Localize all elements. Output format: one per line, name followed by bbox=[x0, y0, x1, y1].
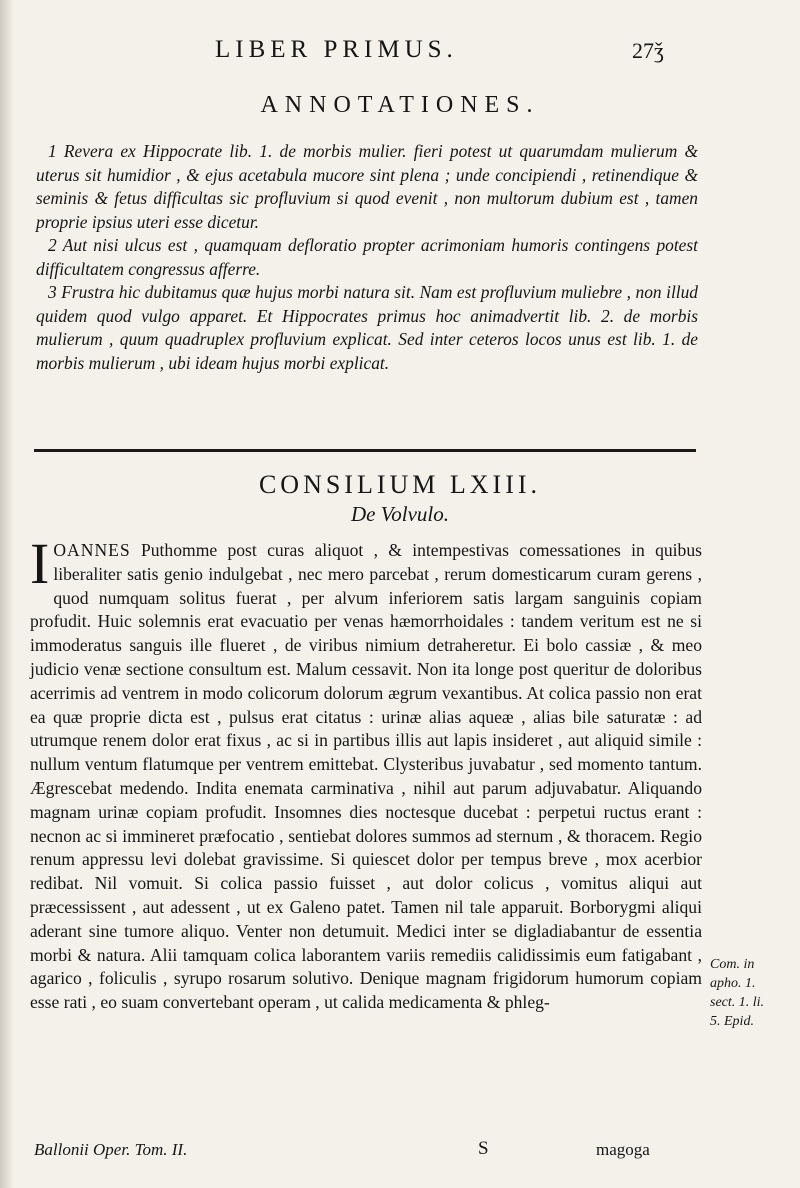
consilium-body bbox=[30, 531, 702, 1015]
annotation-note-1: 1 Revera ex Hippocrate lib. 1. de morbis mulier. fieri potest ut quarumdam mulierum & uterus sit humidior , & ejus acetabula mucore sint plena ; unde concipiendi , retinendique & seminis & fetus difficultas sic profluvium si quod evenit , non multorum dubium est , tamen proprie ipsius uteri esse dicetur. bbox=[36, 141, 698, 232]
running-title: LIBER PRIMUS. bbox=[215, 36, 458, 63]
margin-note-line: 5. Epid. bbox=[710, 1014, 754, 1029]
catchword: magoga bbox=[596, 1140, 650, 1159]
annotation-note-3: 3 Frustra hic dubitamus quæ hujus morbi natura sit. Nam est profluvium muliebre , non illud quidem quod vulgo apparet. Et Hippocrates primus hoc animadvertit lib. 2. de morbis mulierum , quum quadruplex profluvium explicat. Sed inter ceteros locos unus est lib. 1. de morbis mulierum , ubi ideam hujus morbi explicat. bbox=[36, 282, 698, 373]
section-divider bbox=[34, 449, 696, 452]
consilium-subtitle: De Volvulo. bbox=[351, 502, 449, 526]
annotation-note-2: 2 Aut nisi ulcus est , quamquam defloratio propter acrimoniam humoris contingens potest difficultatem congressus afferre. bbox=[36, 235, 698, 279]
consilium-title: CONSILIUM LXIII. bbox=[258, 470, 542, 499]
margin-note-line: apho. 1. bbox=[710, 976, 756, 991]
page-number: 27ǯ bbox=[632, 38, 664, 63]
footer-volume: Ballonii Oper. Tom. II. bbox=[34, 1140, 188, 1159]
margin-note bbox=[710, 955, 788, 1031]
annotation-notes bbox=[36, 140, 698, 375]
page-footer bbox=[0, 1136, 800, 1166]
opening-words: OANNES bbox=[53, 540, 131, 560]
margin-note-line: sect. 1. li. bbox=[710, 995, 765, 1010]
running-head bbox=[0, 32, 800, 68]
signature-mark: S bbox=[478, 1138, 489, 1159]
margin-note-line: Com. in bbox=[710, 957, 755, 972]
drop-capital: I bbox=[30, 531, 50, 596]
annotations-heading: ANNOTATIONES. bbox=[260, 92, 540, 118]
body-paragraph: Puthomme post curas aliquot , & intempestivas comessationes in quibus liberaliter satis genio indulgebat , nec mero parcebat , rerum domesticarum curam gerens , quod numquam solitus fuerat , per alvum inferiorem satis largam sanguinis copiam profudit. Huic solemnis erat evacuatio per venas hæmorrhoidales : tandem veritum est ne si immoderatus sanguis ille flueret , de viribus nimium detraheretur. Ei bolo cassiæ , & meo judicio venæ sectione consultum est. Malum cessavit. Non ita longe post queritur de doloribus acerrimis ad ventrem in modo colicorum dolorum ægrum vexantibus. At colica passio non erat ea quæ proprie dicta est , pulsus erat citatus : urinæ alias aqueæ , alias bile saturatæ : ad utrumque renem dolor erat fixus , ac si in partibus illis aut lapis insideret , aut aliquid simile : nullum ventum flatumque per ventrem emittebat. Clysteribus juvabatur , sed momento tantum. Ægrescebat medendo. Indita enemata carminativa , nihil aut parum adjuvabatur. Aliquando magnam urinæ copiam profudit. Insomnes dies noctesque ducebat : perpetui ructus erant : necnon ac si immineret præfocatio , sentiebat dolores summos ad sternum , & thoracem. Regio renum appressu levi dolebat gravissime. Si quiescet dolor per tempus breve , mox acerbior redibat. Nil vomuit. Si colica passio fuisset , aut dolor colicus , vomitus aliqui aut præcessissent , aut adessent , ut ex Galeno patet. Tamen nil tale apparuit. Borborygmi aliqui aderant sine tumore aliquo. Venter non detumuit. Medici inter se digladiabantur de essentia morbi & natura. Alii tamquam colica laborantem variis remediis calidissimis eum fatigabant , agarico , foliculis , syrupo rosarum solutivo. Denique magnam frigidorum humorum copiam esse rati , eo suam convertebant operam , ut calida medicamenta & phleg- bbox=[30, 540, 702, 1013]
